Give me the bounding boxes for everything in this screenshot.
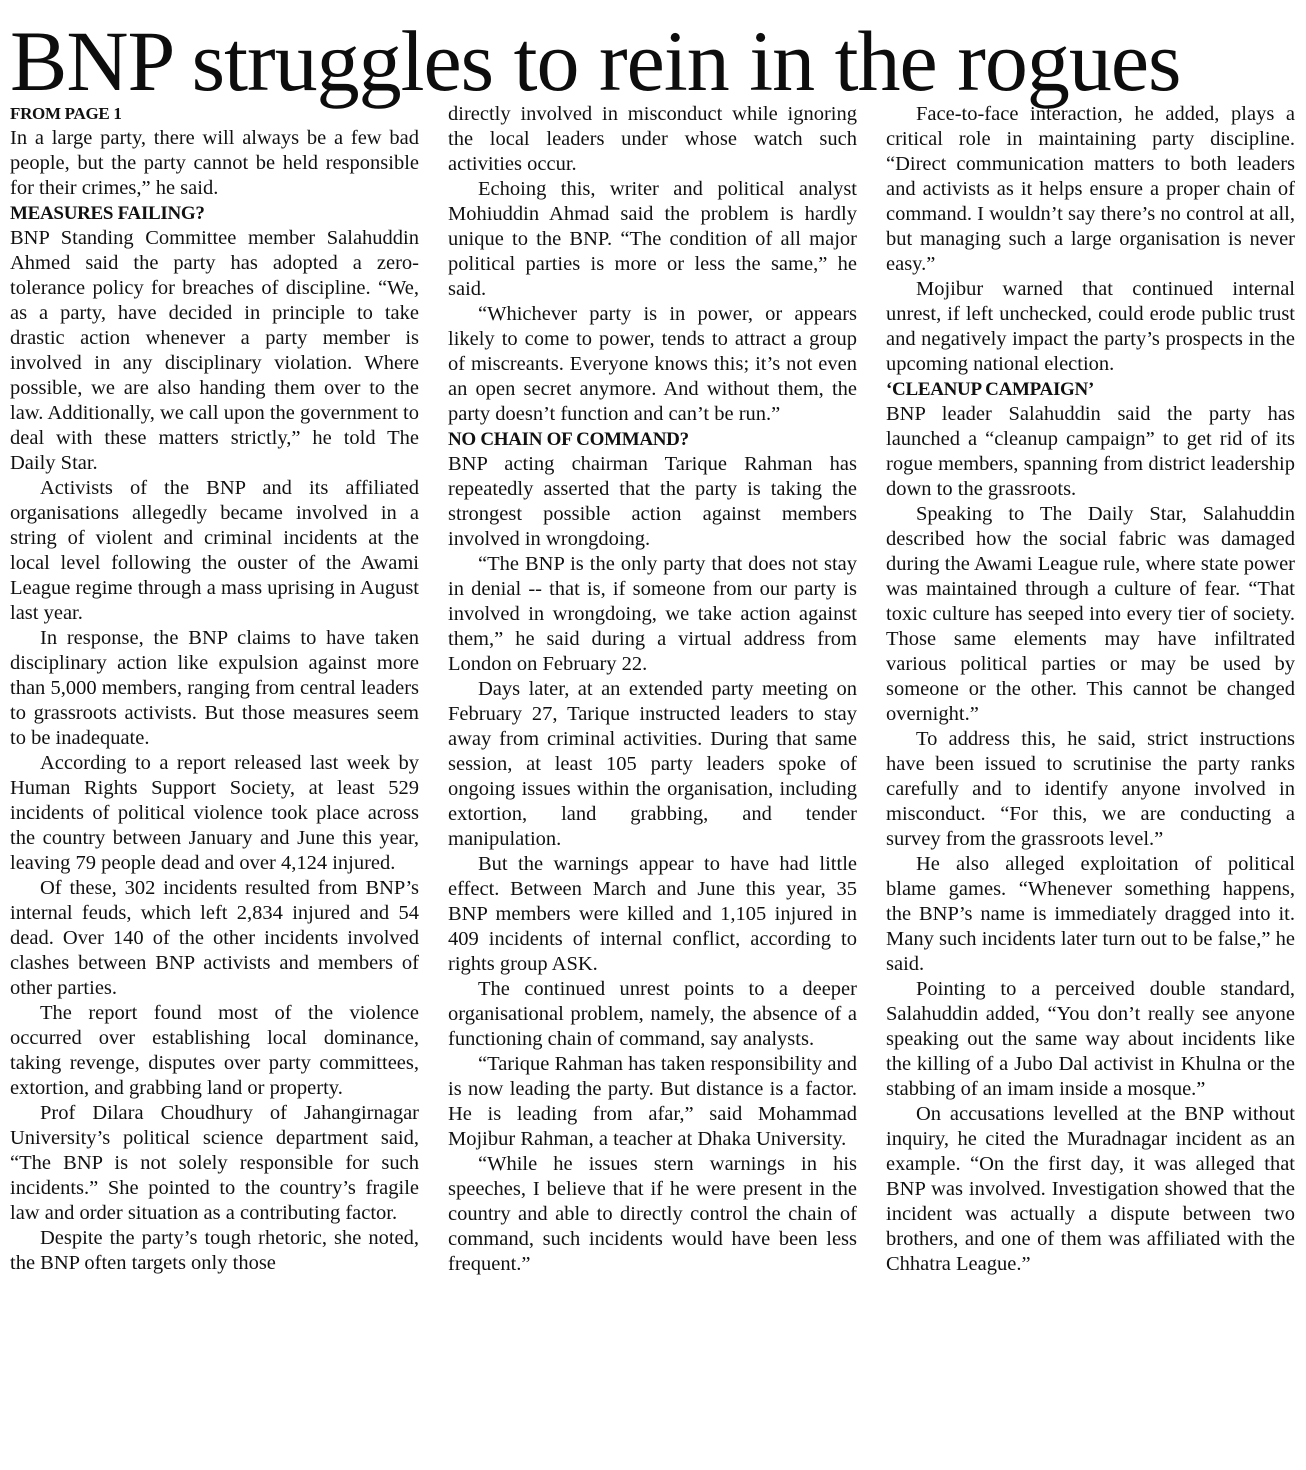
body-paragraph: Despite the party’s tough rhetoric, she noted, the BNP often targets only those [10,1227,419,1274]
article-column-2 [448,102,857,1277]
body-paragraph: BNP acting chairman Tarique Rahman has repeatedly asserted that the party is taking the strongest possible action against members involved in wrongdoing. [448,453,857,550]
body-paragraph: To address this, he said, strict instructions have been issued to scrutinise the party ranks carefully and to identify anyone involved in misconduct. “For this, we are conducting a survey from the grassroots level.” [886,728,1295,850]
body-paragraph: The continued unrest points to a deeper organisational problem, namely, the absence of a functioning chain of command, say analysts. [448,978,857,1050]
body-paragraph: Days later, at an extended party meeting on February 27, Tarique instructed leaders to stay away from criminal activities. During that same session, at least 105 party leaders spoke of ongoing issues within the organisation, including extortion, land grabbing, and tender manipulation. [448,678,857,850]
body-paragraph: Pointing to a perceived double standard, Salahuddin added, “You don’t really see anyone speaking out the same way about incidents like the killing of a Jubo Dal activist in Khulna or the stabbing of an imam inside a mosque.” [886,978,1295,1100]
section-subhead: ‘CLEANUP CAMPAIGN’ [886,379,1094,400]
body-paragraph: But the warnings appear to have had little effect. Between March and June this year, 35 BNP members were killed and 1,105 injured in 409 incidents of internal conflict, according to rights group ASK. [448,853,857,975]
body-paragraph: “Tarique Rahman has taken responsibility and is now leading the party. But distance is a factor. He is leading from afar,” said Mohammad Mojibur Rahman, a teacher at Dhaka University. [448,1053,857,1150]
body-paragraph: “Whichever party is in power, or appears likely to come to power, tends to attract a group of miscreants. Everyone knows this; it’s not even an open secret anymore. And without them, the party doesn’t function and can’t be run.” [448,303,857,425]
body-paragraph: “The BNP is the only party that does not stay in denial -- that is, if someone from our party is involved in wrongdoing, we take action against them,” he said during a virtual address from London on February 22. [448,553,857,675]
body-paragraph: directly involved in misconduct while ignoring the local leaders under whose watch such activities occur. [448,103,857,175]
body-paragraph: Of these, 302 incidents resulted from BNP’s internal feuds, which left 2,834 injured and 54 dead. Over 140 of the other incidents involved clashes between BNP activists and members of other parties. [10,877,419,999]
body-paragraph: BNP leader Salahuddin said the party has launched a “cleanup campaign” to get rid of its rogue members, spanning from district leadership down to the grassroots. [886,403,1295,500]
article-column-1 [10,102,419,1276]
section-subhead: NO CHAIN OF COMMAND? [448,429,689,450]
section-subhead: MEASURES FAILING? [10,203,205,224]
headline: BNP struggles to rein in the rogues [10,13,1181,109]
body-paragraph: Prof Dilara Choudhury of Jahangirnagar University’s political science department said, “The BNP is not solely responsible for such incidents.” She pointed to the country’s fragile law and order situation as a contributing factor. [10,1102,419,1224]
kicker-label: FROM PAGE 1 [10,104,122,123]
body-paragraph: According to a report released last week by Human Rights Support Society, at least 529 incidents of political violence took place across the country between January and June this year, leaving 79 people dead and over 4,124 injured. [10,752,419,874]
body-paragraph: In response, the BNP claims to have taken disciplinary action like expulsion against more than 5,000 members, ranging from central leaders to grassroots activists. But those measures seem to be inadequate. [10,627,419,749]
body-paragraph: Mojibur warned that continued internal unrest, if left unchecked, could erode public trust and negatively impact the party’s prospects in the upcoming national election. [886,278,1295,375]
body-paragraph: He also alleged exploitation of political blame games. “Whenever something happens, the BNP’s name is immediately dragged into it. Many such incidents later turn out to be false,” he said. [886,853,1295,975]
body-paragraph: On accusations levelled at the BNP without inquiry, he cited the Muradnagar incident as an example. “On the first day, it was alleged that BNP was involved. Investigation showed that the incident was actually a dispute between two brothers, and one of them was affiliated with the Chhatra League.” [886,1103,1295,1275]
body-paragraph: In a large party, there will always be a few bad people, but the party cannot be held responsible for their crimes,” he said. [10,127,419,199]
body-paragraph: Speaking to The Daily Star, Salahuddin described how the social fabric was damaged during the Awami League rule, where state power was maintained through a culture of fear. “That toxic culture has seeped into every tier of society. Those same elements may have infiltrated various political parties or may be used by someone or the other. This cannot be changed overnight.” [886,503,1295,725]
body-paragraph: Face-to-face interaction, he added, plays a critical role in maintaining party discipline. “Direct communication matters to both leaders and activists as it helps ensure a proper chain of command. I wouldn’t say there’s no control at all, but managing such a large organisation is never easy.” [886,103,1295,275]
body-paragraph: The report found most of the violence occurred over establishing local dominance, taking revenge, disputes over party committees, extortion, and grabbing land or property. [10,1002,419,1099]
article-column-3 [886,102,1295,1277]
body-paragraph: Echoing this, writer and political analyst Mohiuddin Ahmad said the problem is hardly unique to the BNP. “The condition of all major political parties is more or less the same,” he said. [448,178,857,300]
body-paragraph: BNP Standing Committee member Salahuddin Ahmed said the party has adopted a zero-tolerance policy for breaches of discipline. “We, as a party, have decided in principle to take drastic action whenever a party member is involved in any disciplinary violation. Where possible, we are also handing them over to the law. Additionally, we call upon the government to deal with these matters strictly,” he told The Daily Star. [10,227,419,474]
body-paragraph: Activists of the BNP and its affiliated organisations allegedly became involved in a string of violent and criminal incidents at the local level following the ouster of the Awami League regime through a mass uprising in August last year. [10,477,419,624]
body-paragraph: “While he issues stern warnings in his speeches, I believe that if he were present in the country and able to directly control the chain of command, such incidents would have been less frequent.” [448,1153,857,1275]
